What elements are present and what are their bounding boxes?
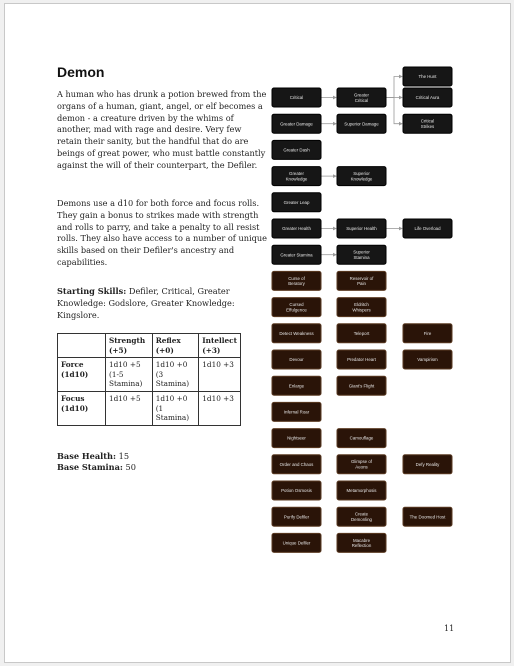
skill-node-label: Critical Strikes [420, 118, 435, 129]
skill-node-life-overload [403, 219, 452, 238]
skill-node-detect-weakness [272, 324, 321, 343]
skill-node-metamorphosis [337, 481, 386, 500]
skill-node-greater-knowledge [272, 167, 321, 186]
base-stamina-label: Base Stamina: [57, 462, 123, 472]
skill-node-label: Greater Damage [280, 121, 313, 127]
skill-node-label: Greater Critical [354, 92, 369, 103]
cell-focus-strength: 1d10 +5 [105, 391, 152, 425]
skill-node-reservoir-of-pain [337, 271, 386, 290]
skill-node-label: Reservoir of Pain [349, 275, 374, 287]
skill-node-superior-stamina [337, 245, 386, 264]
section-title: Demon [57, 64, 105, 80]
skill-node-fire [403, 324, 452, 343]
skill-node-label: Vampirism [417, 357, 438, 363]
skill-node-label: Devour [289, 357, 304, 363]
cell-force-intellect: 1d10 +3 [199, 358, 241, 392]
skill-node-label: Greater Knowledge [285, 171, 308, 182]
skill-node-label: Camouflage [349, 435, 374, 441]
skill-node-the-doomed-host [403, 507, 452, 526]
skill-node-greater-critical [337, 88, 386, 107]
skill-node-superior-health [337, 219, 386, 238]
skill-node-label: Predator Heart [347, 357, 376, 363]
skill-node-nightseer [272, 429, 321, 448]
cell-focus-intellect: 1d10 +3 [199, 391, 241, 425]
row-label-force: Force (1d10) [58, 358, 106, 392]
skill-node-label: Superior Knowledge [350, 171, 373, 182]
skill-node-eldritch-whispers [337, 298, 386, 317]
skill-node-greater-damage [272, 114, 321, 133]
skill-node-label: Macabre Reflection [351, 537, 372, 549]
skill-node-label: Curse of Beratory [288, 275, 305, 287]
skill-node-label: Critical Aura [415, 95, 440, 101]
skill-edge-greater-critical-to-the-hunt [386, 77, 402, 98]
skill-node-label: Superior Damage [344, 121, 379, 127]
row-label-focus: Focus (1d10) [58, 391, 106, 425]
skill-node-create-demonling [337, 507, 386, 526]
skill-node-purify-defiler [272, 507, 321, 526]
skill-node-label: Giant's Flight [348, 383, 375, 389]
table-header-strength: Strength (+5) [105, 334, 152, 358]
skill-node-label: Potion Osmosis [281, 488, 312, 494]
skill-node-label: Greater Leap [283, 199, 310, 205]
skill-node-label: Eldritch Whispers [352, 302, 371, 313]
skill-node-predator-heart [337, 350, 386, 369]
skill-node-giants-flight [337, 376, 386, 395]
skill-node-label: Glimpse of Aeons [351, 459, 372, 470]
skill-node-critical [272, 88, 321, 107]
skill-node-label: Detect Weakness [279, 330, 314, 336]
skill-node-the-hunt [403, 67, 452, 86]
skill-node-label: Purify Defiler [283, 514, 310, 520]
skill-node-unique-defiler [272, 533, 321, 552]
skill-node-label: Critical [289, 95, 304, 101]
base-health-label: Base Health: [57, 451, 117, 461]
skill-node-critical-strikes [403, 114, 452, 133]
skill-node-greater-stamina [272, 245, 321, 264]
cell-force-strength: 1d10 +5 (1-5 Stamina) [105, 358, 152, 392]
skill-node-label: The Doomed Host [409, 514, 446, 520]
skill-node-order-and-chaos [272, 455, 321, 474]
skill-node-label: Superior Stamina [353, 249, 370, 260]
skill-node-macabre-reflection [337, 533, 386, 552]
page-number: 11 [444, 624, 455, 633]
skill-node-teleport [337, 324, 386, 343]
skill-node-label: Defy Reality [415, 461, 440, 467]
skill-node-label: Greater Health [282, 226, 311, 232]
intro-paragraph: A human who has drunk a potion brewed from the organs of a human, giant, angel, or elf becomes a demon - a creature driven by the whims of another, mad with rage and desire. Very few retain their sanity, but the handful that do are beings of great power, who must battle constantly against the will of their counterpart, the Defiler. [57, 89, 267, 170]
skill-node-critical-aura [403, 88, 452, 107]
skill-node-label: Greater Stamina [280, 252, 313, 258]
skill-node-infernal-roar [272, 402, 321, 421]
skill-node-label: Fire [423, 330, 432, 336]
skill-node-enlarge [272, 376, 321, 395]
skill-node-greater-leap [272, 193, 321, 212]
skill-node-devour [272, 350, 321, 369]
starting-skills-label: Starting Skills: [57, 286, 127, 296]
skill-node-label: Life Overload [414, 226, 441, 232]
skill-node-glimpse-of-aeons [337, 455, 386, 474]
skill-node-greater-dash [272, 140, 321, 159]
skill-node-label: Order and Chaos [279, 461, 314, 467]
skill-node-label: The Hunt [418, 74, 437, 80]
skill-node-label: Superior Health [346, 226, 377, 232]
skill-node-potion-osmosis [272, 481, 321, 500]
skill-node-label: Create Demonling [351, 511, 372, 522]
skill-node-superior-damage [337, 114, 386, 133]
skill-node-label: Greater Dash [283, 147, 310, 153]
table-header-reflex: Reflex (+0) [152, 334, 199, 358]
skill-node-cursed-effulgence [272, 298, 321, 317]
cell-focus-reflex: 1d10 +0 (1 Stamina) [152, 391, 199, 425]
skill-node-label: Metamorphosis [346, 488, 377, 494]
skill-node-vampirism [403, 350, 452, 369]
skill-node-camouflage [337, 429, 386, 448]
skill-node-label: Cursed Effulgence [286, 302, 307, 313]
base-health-value: 15 [116, 451, 130, 461]
skill-node-curse-of-beratory [272, 271, 321, 290]
skill-node-label: Infernal Roar [283, 409, 310, 415]
skill-node-superior-knowledge [337, 167, 386, 186]
cell-force-reflex: 1d10 +0 (3 Stamina) [152, 358, 199, 392]
dice-paragraph: Demons use a d10 for both force and focus rolls. They gain a bonus to strikes made with strength and rolls to parry, and take a penalty to all resist rolls. They also have access to a number of unique skills based on their Defiler's ancestry and capabilities. [57, 198, 267, 267]
starting-skills-text: Defiler, Critical, Greater Knowledge: Godslore, Greater Knowledge: Kingslore. [57, 286, 235, 320]
skill-node-defy-reality [403, 455, 452, 474]
skill-node-label: Nightseer [287, 435, 306, 441]
skill-node-label: Teleport [353, 330, 370, 336]
skill-edge-greater-critical-to-critical-strikes [386, 98, 402, 124]
skill-node-greater-health [272, 219, 321, 238]
skill-node-label: Unique Defiler [282, 540, 311, 546]
skill-node-label: Enlarge [288, 383, 305, 389]
base-stamina-value: 50 [122, 462, 136, 472]
table-header-intellect: Intellect (+3) [199, 334, 241, 358]
